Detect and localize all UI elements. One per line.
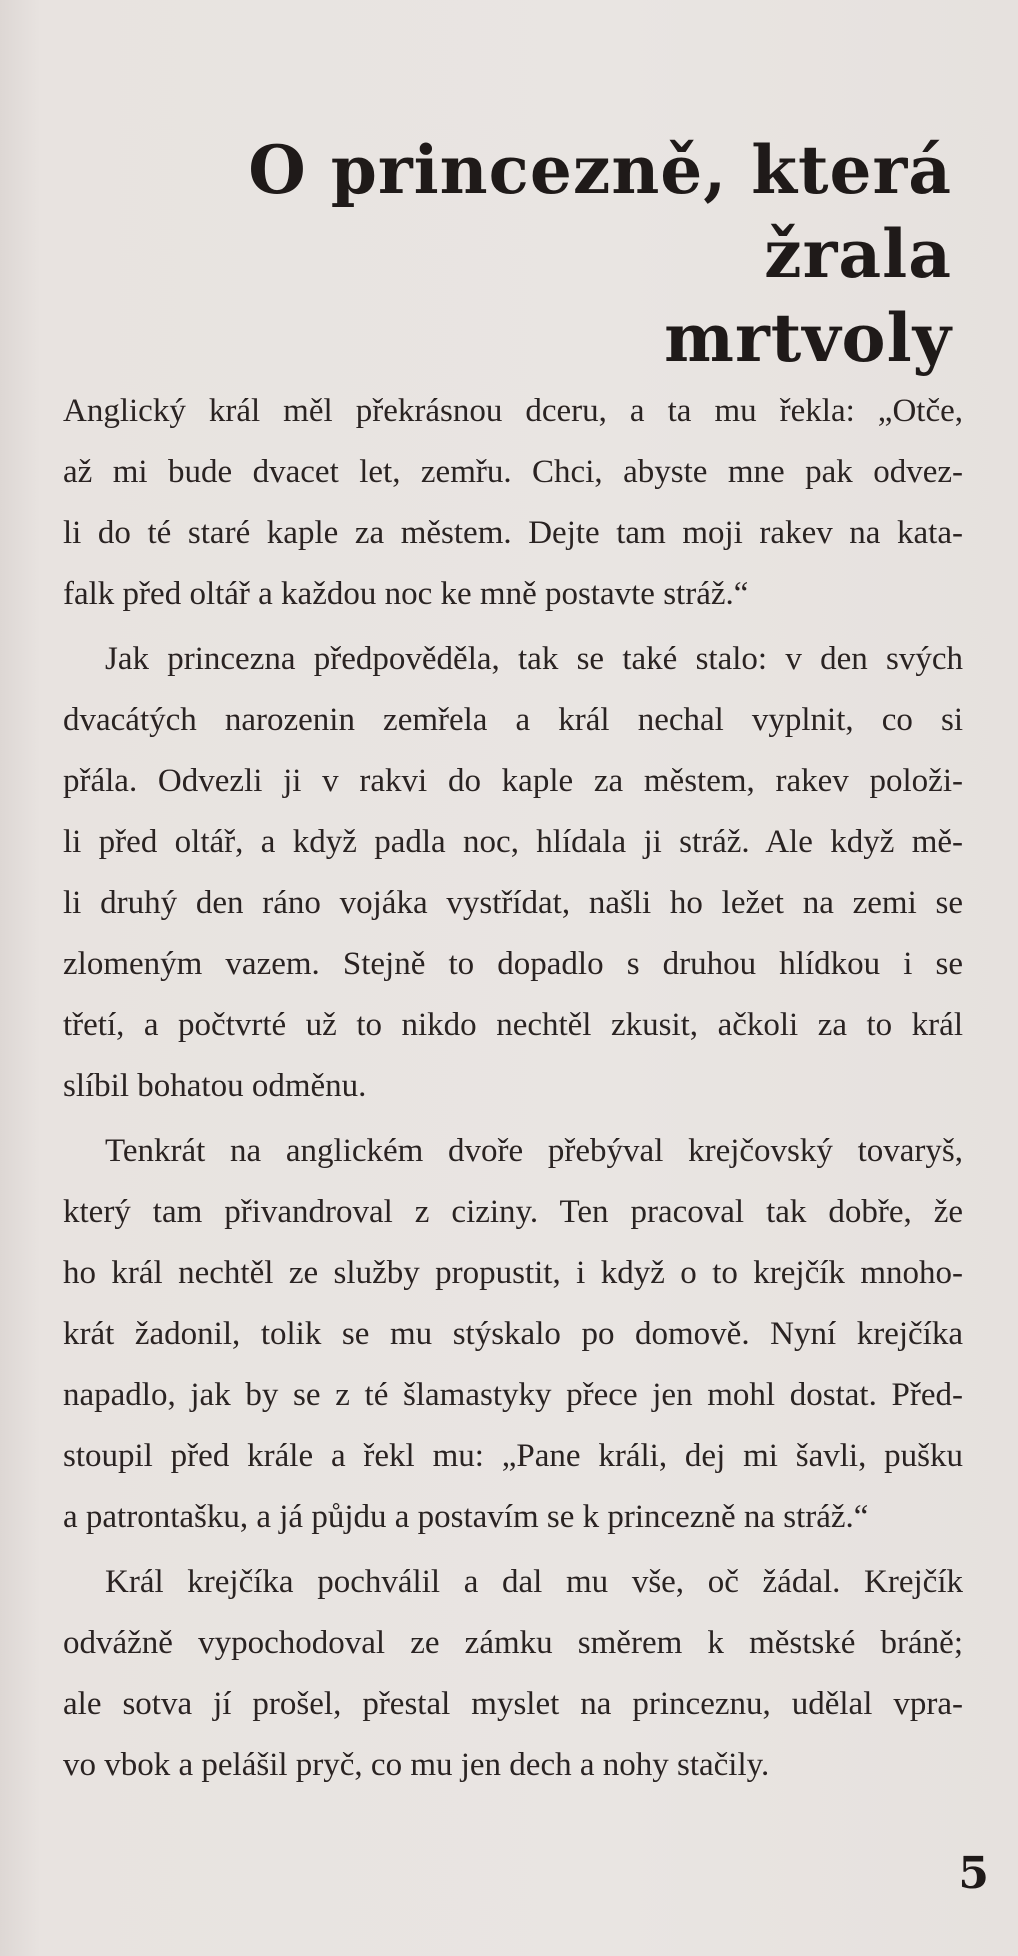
text-line: Jak princezna předpověděla, tak se také stalo: v den svých — [105, 641, 963, 677]
text-line: li druhý den ráno vojáka vystřídat, našli ho ležet na zemi se — [63, 885, 963, 921]
paragraph-3 — [63, 1121, 963, 1548]
text-line: Anglický král měl překrásnou dceru, a ta mu řekla: „Otče, — [63, 393, 963, 429]
paragraph-2 — [63, 629, 963, 1117]
text-line: Král krejčíka pochválil a dal mu vše, oč žádal. Krejčík — [105, 1564, 963, 1600]
text-line: stoupil před krále a řekl mu: „Pane králi, dej mi šavli, pušku — [63, 1438, 963, 1474]
text-line: li před oltář, a když padla noc, hlídala ji stráž. Ale když mě- — [63, 824, 963, 860]
text-line: až mi bude dvacet let, zemřu. Chci, abyste mne pak odvez- — [63, 454, 963, 490]
text-line: ale sotva jí prošel, přestal myslet na princeznu, udělal vpra- — [63, 1686, 963, 1722]
text-line: a patrontašku, a já půjdu a postavím se k princezně na stráž.“ — [63, 1499, 869, 1535]
text-line: přála. Odvezli ji v rakvi do kaple za městem, rakev položi- — [63, 763, 963, 799]
page-number: 5 — [958, 1848, 989, 1899]
text-line: krát žadonil, tolik se mu stýskalo po domově. Nyní krejčíka — [63, 1316, 963, 1352]
text-line: který tam přivandroval z ciziny. Ten pracoval tak dobře, že — [63, 1194, 963, 1230]
text-line: třetí, a počtvrté už to nikdo nechtěl zkusit, ačkoli za to král — [63, 1007, 963, 1043]
text-line: Tenkrát na anglickém dvoře přebýval krejčovský tovaryš, — [105, 1133, 963, 1169]
text-line: falk před oltář a každou noc ke mně postavte stráž.“ — [63, 576, 749, 612]
text-line: odvážně vypochodoval ze zámku směrem k městské bráně; — [63, 1625, 963, 1661]
paragraph-4 — [63, 1552, 963, 1796]
chapter-title-line-2: mrtvoly — [664, 299, 952, 377]
text-line: vo vbok a pelášil pryč, co mu jen dech a nohy stačily. — [63, 1747, 770, 1783]
text-line: li do té staré kaple za městem. Dejte tam moji rakev na kata- — [63, 515, 963, 551]
text-line: zlomeným vazem. Stejně to dopadlo s druhou hlídkou i se — [63, 946, 963, 982]
chapter-title — [132, 128, 952, 380]
story-text — [63, 381, 963, 1796]
text-line: napadlo, jak by se z té šlamastyky přece jen mohl dostat. Před- — [63, 1377, 963, 1413]
chapter-title-line-1: O princezně, která žrala — [248, 131, 952, 293]
text-line: ho král nechtěl ze služby propustit, i když o to krejčík mnoho- — [63, 1255, 963, 1291]
text-line: dvacátých narozenin zemřela a král nechal vyplnit, co si — [63, 702, 963, 738]
paragraph-1 — [63, 381, 963, 625]
text-line: slíbil bohatou odměnu. — [63, 1068, 367, 1104]
